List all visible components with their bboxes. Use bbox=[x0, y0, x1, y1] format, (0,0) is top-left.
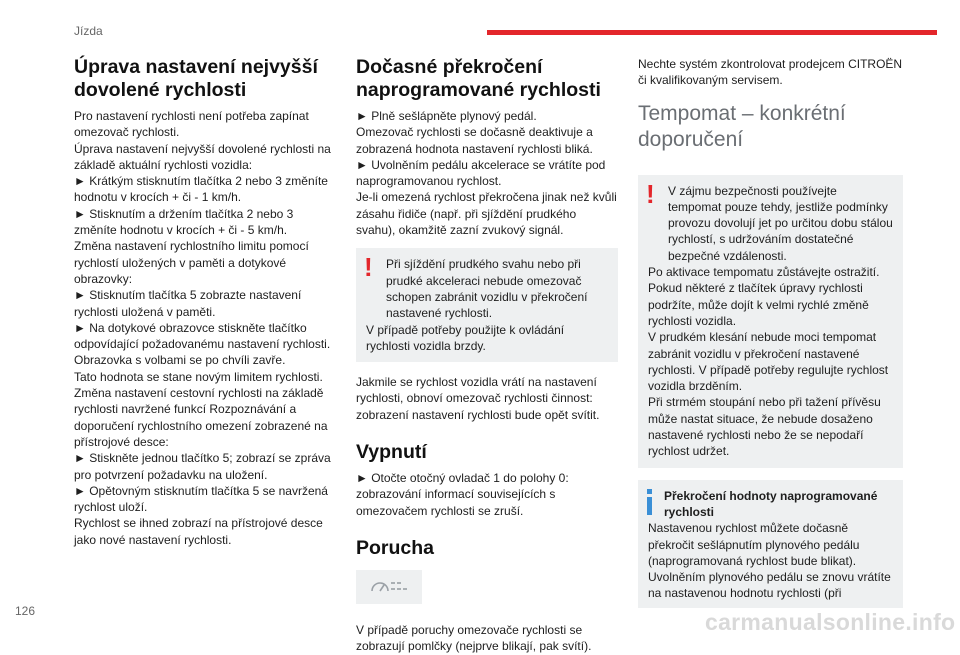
column-2 bbox=[356, 56, 618, 655]
warning-text: Po aktivace tempomatu zůstávejte ostražití. bbox=[648, 265, 880, 280]
info-box bbox=[638, 480, 903, 608]
paragraph: Jakmile se rychlost vozidla vrátí na nastavení rychlosti, obnoví omezovač rychlosti činnost: zobrazení nastavení rychlosti bude opět svítit. bbox=[356, 375, 600, 422]
warning-text: V případě potřeby použijte k ovládání rychlosti vozidla brzdy. bbox=[366, 322, 565, 353]
warning-exclamation-icon: ! bbox=[646, 178, 655, 209]
paragraph: ► Na dotykové obrazovce stiskněte tlačítko odpovídající požadovanému nastavení rychlosti. bbox=[74, 320, 331, 352]
section-title-adjust-limit: Úprava nastavení nejvyšší dovolené rychlosti bbox=[74, 56, 318, 101]
warning-exclamation-icon: ! bbox=[364, 252, 373, 283]
paragraph: V případě poruchy omezovače rychlosti se zobrazují pomlčky (nejprve blikají, pak svítí). bbox=[356, 622, 592, 654]
paragraph: Změna nastavení rychlostního limitu pomocí rychlostí uložených v paměti a dotykové obrazovky: bbox=[74, 239, 309, 286]
paragraph: Omezovač rychlosti se dočasně deaktivuje a zobrazená hodnota nastavení rychlosti bliká. bbox=[356, 125, 593, 156]
paragraph: ► Opětovným stisknutím tlačítka 5 se navržená rychlost uloží. bbox=[74, 483, 328, 515]
warning-box bbox=[638, 175, 903, 468]
info-title: Překročení hodnoty naprogramované rychlosti bbox=[664, 488, 878, 519]
paragraph: Nechte systém zkontrolovat prodejcem CITROËN či kvalifikovaným servisem. bbox=[638, 57, 903, 88]
column-1 bbox=[74, 56, 336, 548]
paragraph: Změna nastavení cestovní rychlosti na základě rychlosti navržené funkcí Rozpoznávání a doporučení rychlostního omezení zobrazené na přístrojové desce: bbox=[74, 386, 328, 449]
section-title-off: Vypnutí bbox=[356, 441, 427, 464]
info-text: Nastavenou rychlost můžete dočasně překročit sešlápnutím plynového pedálu (naprogramovaná rychlost bude blikat). Uvolněním plynového pedálu se znovu vrátíte na nastavenou hodnotu rychlosti (při bbox=[648, 521, 891, 601]
warning-text: V zájmu bezpečnosti používejte tempomat pouze tehdy, jestliže podmínky provozu dovolují jet po určitou dobu stálou rychlostí, s udržováním dostatečné bezpečné vzdálenosti. bbox=[668, 183, 893, 263]
warning-text: V prudkém klesání nebude moci tempomat zabránit vozidlu v překročení nastavené rychlosti. V případě potřeby regulujte rychlost vozidla brzděním. bbox=[648, 330, 889, 394]
column-3 bbox=[638, 56, 903, 608]
paragraph: Úprava nastavení nejvyšší dovolené rychlosti na základě aktuální rychlosti vozidla: bbox=[74, 141, 331, 172]
paragraph: ► Uvolněním pedálu akcelerace se vrátíte pod naprogramovanou rychlost. bbox=[356, 157, 606, 189]
warning-box bbox=[356, 248, 618, 362]
header-accent-bar bbox=[487, 30, 937, 35]
section-title-cruise-control: Tempomat – konkrétní doporučení bbox=[638, 101, 846, 151]
paragraph: ► Otočte otočný ovladač 1 do polohy 0: zobrazování informací souvisejících s omezovačem rychlosti se zruší. bbox=[356, 471, 569, 518]
warning-text: Pokud některé z tlačítek úpravy rychlosti podržíte, může dojít k velmi rychlé změně rychlosti vozidla. bbox=[648, 281, 869, 328]
warning-text: Při strmém stoupání nebo při tažení přívěsu může nastat situace, že nebude dosaženo nastavené rychlosti nebo že se nepodaří rychlost udržet. bbox=[648, 395, 881, 459]
paragraph: ► Plně sešlápněte plynový pedál. bbox=[356, 109, 537, 123]
paragraph: Je-li omezená rychlost překročena jinak než kvůli zásahu řidiče (např. při sjíždění prudkého svahu), okamžitě zazní zvukový signál. bbox=[356, 190, 617, 238]
paragraph: ► Krátkým stisknutím tlačítka 2 nebo 3 změníte hodnotu v krocích + či - 1 km/h. bbox=[74, 174, 328, 205]
page-number: 126 bbox=[15, 604, 36, 618]
running-header: Jízda bbox=[74, 24, 103, 38]
paragraph: ► Stiskněte jednou tlačítko 5; zobrazí se zpráva pro potvrzení požadavku na uložení. bbox=[74, 451, 331, 482]
paragraph: ► Stisknutím tlačítka 5 zobrazte nastavení rychlosti uložená v paměti. bbox=[74, 288, 302, 319]
info-icon bbox=[647, 489, 652, 515]
paragraph: Rychlost se ihned zobrazí na přístrojové desce jako nové nastavení rychlosti. bbox=[74, 516, 323, 547]
watermark: carmanualsonline.info bbox=[705, 609, 956, 635]
paragraph: Obrazovka s volbami se po chvíli zavře. bbox=[74, 353, 286, 368]
paragraph: ► Stisknutím a držením tlačítka 2 nebo 3 změníte hodnotu v krocích + či - 5 km/h. bbox=[74, 206, 294, 238]
speed-limiter-fault-icon bbox=[356, 570, 422, 604]
paragraph: Pro nastavení rychlosti není potřeba zapínat omezovač rychlosti. bbox=[74, 109, 309, 140]
paragraph: Tato hodnota se stane novým limitem rychlosti. bbox=[74, 369, 323, 384]
section-title-fault: Porucha bbox=[356, 536, 435, 559]
warning-text: Při sjíždění prudkého svahu nebo při prudké akceleraci nebude omezovač schopen zabránit vozidlu v překročení nastavené rychlosti. bbox=[386, 257, 588, 321]
section-title-temporary-exceed: Dočasné překročení naprogramované rychlosti bbox=[356, 56, 601, 101]
